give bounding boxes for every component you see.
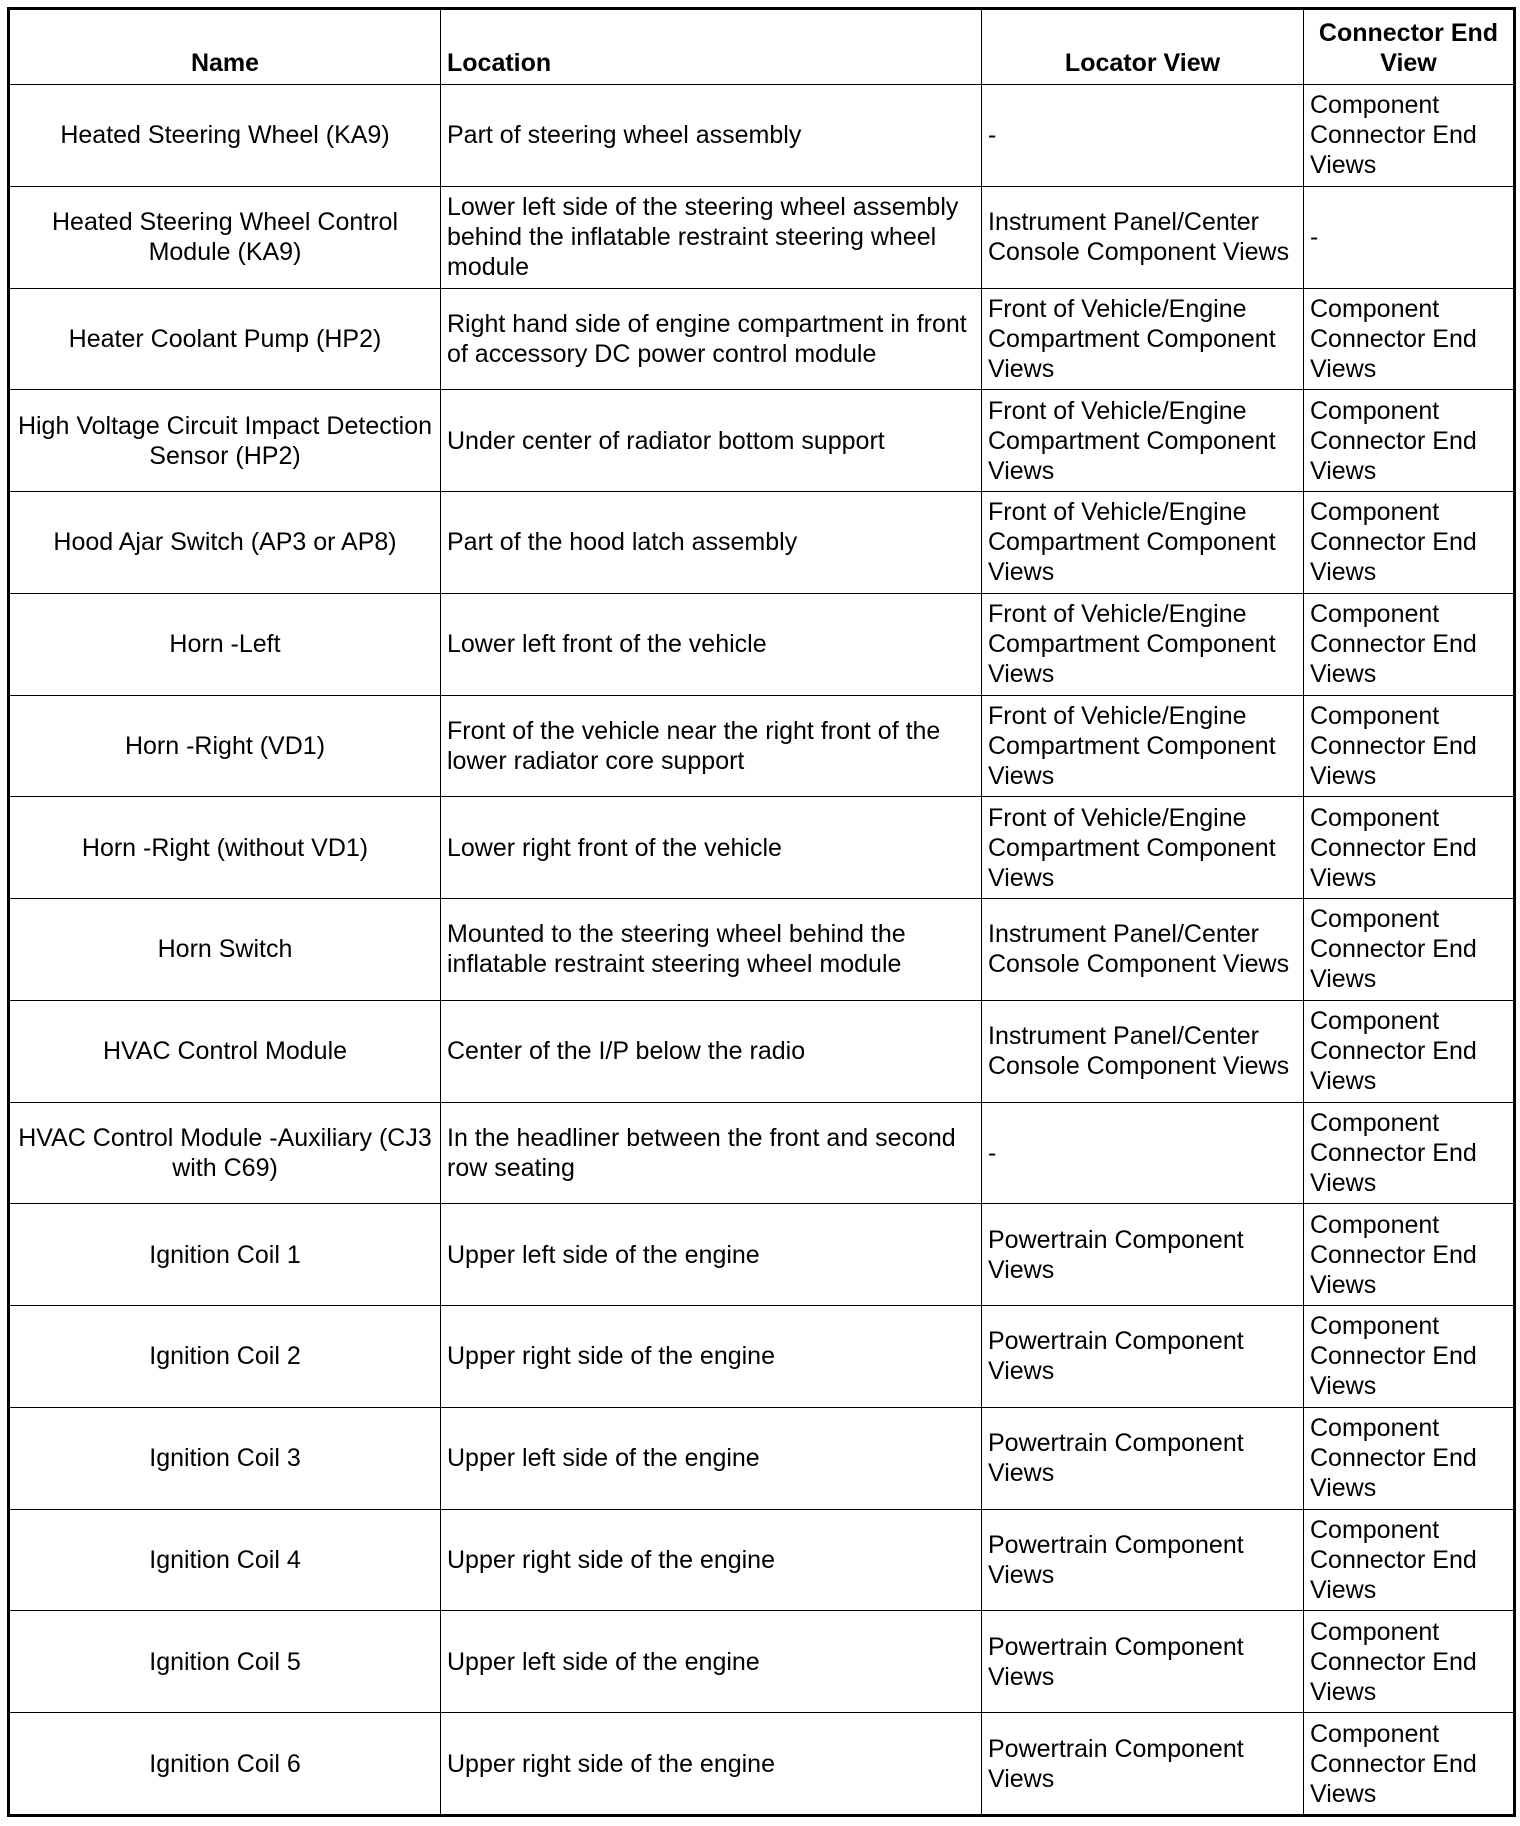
cell-location: Mounted to the steering wheel behind the inflatable restraint steering wheel module [441, 899, 982, 1001]
table-row [9, 1102, 1515, 1204]
table-row [9, 85, 1515, 187]
table-row [9, 186, 1515, 288]
table-row [9, 1611, 1515, 1713]
cell-location: Upper left side of the engine [441, 1407, 982, 1509]
cell-locator-view: Instrument Panel/Center Console Component Views [982, 1000, 1304, 1102]
cell-location: Upper left side of the engine [441, 1204, 982, 1306]
cell-connector-end-view: Component Connector End Views [1304, 593, 1515, 695]
cell-name: Horn -Left [9, 593, 441, 695]
table-row [9, 1306, 1515, 1408]
cell-connector-end-view: Component Connector End Views [1304, 390, 1515, 492]
cell-locator-view: Powertrain Component Views [982, 1306, 1304, 1408]
cell-name: Ignition Coil 1 [9, 1204, 441, 1306]
cell-name: Heated Steering Wheel Control Module (KA9) [9, 186, 441, 288]
cell-name: High Voltage Circuit Impact Detection Sensor (HP2) [9, 390, 441, 492]
cell-connector-end-view: Component Connector End Views [1304, 85, 1515, 187]
cell-location: Upper right side of the engine [441, 1509, 982, 1611]
table-row [9, 288, 1515, 390]
table-row [9, 390, 1515, 492]
cell-location: Part of the hood latch assembly [441, 492, 982, 594]
cell-location: Lower left front of the vehicle [441, 593, 982, 695]
cell-location: Upper right side of the engine [441, 1306, 982, 1408]
cell-connector-end-view: Component Connector End Views [1304, 1306, 1515, 1408]
cell-locator-view: - [982, 1102, 1304, 1204]
cell-name: Heater Coolant Pump (HP2) [9, 288, 441, 390]
cell-location: Lower left side of the steering wheel assembly behind the inflatable restraint steering wheel module [441, 186, 982, 288]
table-row [9, 1713, 1515, 1816]
cell-location: Upper right side of the engine [441, 1713, 982, 1816]
header-connector-end-view: Connector End View [1304, 9, 1515, 85]
table-row [9, 1407, 1515, 1509]
cell-locator-view: Instrument Panel/Center Console Component Views [982, 186, 1304, 288]
header-name: Name [9, 9, 441, 85]
table-row [9, 695, 1515, 797]
cell-location: Right hand side of engine compartment in front of accessory DC power control module [441, 288, 982, 390]
cell-locator-view: Instrument Panel/Center Console Component Views [982, 899, 1304, 1001]
cell-name: HVAC Control Module [9, 1000, 441, 1102]
table-row [9, 1204, 1515, 1306]
table-row [9, 899, 1515, 1001]
cell-locator-view: Front of Vehicle/Engine Compartment Component Views [982, 288, 1304, 390]
cell-connector-end-view: Component Connector End Views [1304, 1204, 1515, 1306]
cell-connector-end-view: - [1304, 186, 1515, 288]
cell-locator-view: Front of Vehicle/Engine Compartment Component Views [982, 797, 1304, 899]
table-row [9, 797, 1515, 899]
cell-connector-end-view: Component Connector End Views [1304, 1509, 1515, 1611]
cell-connector-end-view: Component Connector End Views [1304, 797, 1515, 899]
cell-locator-view: Powertrain Component Views [982, 1407, 1304, 1509]
table-row [9, 492, 1515, 594]
cell-connector-end-view: Component Connector End Views [1304, 1102, 1515, 1204]
cell-connector-end-view: Component Connector End Views [1304, 1713, 1515, 1816]
cell-locator-view: Powertrain Component Views [982, 1204, 1304, 1306]
cell-connector-end-view: Component Connector End Views [1304, 1000, 1515, 1102]
cell-locator-view: Powertrain Component Views [982, 1509, 1304, 1611]
table-body [9, 85, 1515, 1816]
cell-connector-end-view: Component Connector End Views [1304, 288, 1515, 390]
cell-name: Horn -Right (VD1) [9, 695, 441, 797]
cell-connector-end-view: Component Connector End Views [1304, 492, 1515, 594]
cell-locator-view: - [982, 85, 1304, 187]
cell-connector-end-view: Component Connector End Views [1304, 1611, 1515, 1713]
header-locator-view: Locator View [982, 9, 1304, 85]
header-row [9, 9, 1515, 85]
cell-location: In the headliner between the front and second row seating [441, 1102, 982, 1204]
cell-connector-end-view: Component Connector End Views [1304, 695, 1515, 797]
cell-name: Ignition Coil 2 [9, 1306, 441, 1408]
cell-name: Ignition Coil 3 [9, 1407, 441, 1509]
cell-location: Upper left side of the engine [441, 1611, 982, 1713]
cell-locator-view: Powertrain Component Views [982, 1611, 1304, 1713]
cell-locator-view: Front of Vehicle/Engine Compartment Component Views [982, 390, 1304, 492]
cell-connector-end-view: Component Connector End Views [1304, 1407, 1515, 1509]
header-location: Location [441, 9, 982, 85]
cell-location: Front of the vehicle near the right front of the lower radiator core support [441, 695, 982, 797]
cell-name: HVAC Control Module -Auxiliary (CJ3 with C69) [9, 1102, 441, 1204]
cell-name: Horn -Right (without VD1) [9, 797, 441, 899]
cell-name: Hood Ajar Switch (AP3 or AP8) [9, 492, 441, 594]
table-row [9, 1000, 1515, 1102]
cell-name: Horn Switch [9, 899, 441, 1001]
component-locator-table [7, 7, 1516, 1817]
cell-connector-end-view: Component Connector End Views [1304, 899, 1515, 1001]
cell-location: Part of steering wheel assembly [441, 85, 982, 187]
table-row [9, 593, 1515, 695]
table-row [9, 1509, 1515, 1611]
cell-locator-view: Front of Vehicle/Engine Compartment Component Views [982, 593, 1304, 695]
cell-name: Ignition Coil 5 [9, 1611, 441, 1713]
cell-name: Heated Steering Wheel (KA9) [9, 85, 441, 187]
cell-locator-view: Front of Vehicle/Engine Compartment Component Views [982, 492, 1304, 594]
cell-name: Ignition Coil 6 [9, 1713, 441, 1816]
cell-name: Ignition Coil 4 [9, 1509, 441, 1611]
cell-locator-view: Front of Vehicle/Engine Compartment Component Views [982, 695, 1304, 797]
cell-location: Under center of radiator bottom support [441, 390, 982, 492]
cell-locator-view: Powertrain Component Views [982, 1713, 1304, 1816]
cell-location: Lower right front of the vehicle [441, 797, 982, 899]
cell-location: Center of the I/P below the radio [441, 1000, 982, 1102]
